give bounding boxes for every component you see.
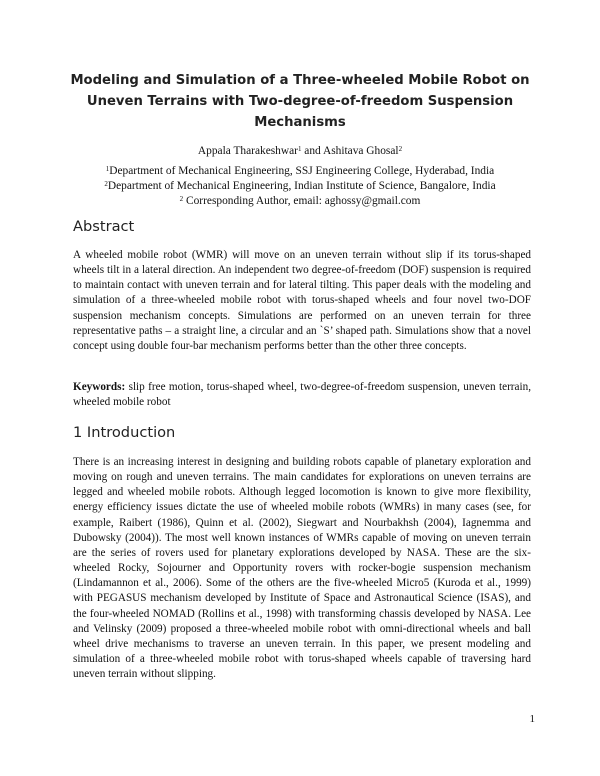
paper-title: Modeling and Simulation of a Three-wheeled Mobile Robot on Uneven Terrains with Two-degree-of-freedom Suspension Mechanisms — [70, 73, 530, 130]
abstract-text: A wheeled mobile robot (WMR) will move on an uneven terrain without slip if its torus-shaped wheels tilt in a lateral direction. An independent two degree-of-freedom (DOF) suspension is required to maintain contact with uneven terrain and for lateral tilting. This paper deals with the modeling and simulation of a three-wheeled mobile robot with torus-shaped wheels and four novel two-DOF suspension mechanism concepts. Simulations are performed on an uneven terrain for three representative paths – a straight line, a circular and an `S’ shaped path. Simulations show that a novel concept using double four-bar mechanism performs better than the other three concepts. — [73, 249, 531, 352]
affiliation-text: Department of Mechanical Engineering, SSJ Engineering College, Hyderabad, India — [109, 165, 495, 177]
affiliation-mark: 1 — [297, 145, 302, 153]
abstract-heading: Abstract — [73, 218, 135, 235]
introduction-text: There is an increasing interest in designing and building robots capable of planetary exploration and moving on rough and uneven terrains. The main candidates for explorations on uneven terrains are legged and wheeled mobile robots. Although legged locomotion is known to give more flexibility, energy efficiency issues dictate the use of wheeled mobile robots (WMRs) in many cases (see, for example, Raibert (1986), Quinn et al. (2002), Siegwart and Nourbakhsh (2004), Iagnemma and Dubowsky (2004)). The most well known instances of WMRs capable of moving on uneven terrain are the series of rovers used for planetary explorations developed by NASA. These are the six-wheeled Rocky, Sojourner and Opportunity rovers with rocker-bogie suspension mechanism (Lindamannon et al., 2006). Some of the others are the five-wheeled Micro5 (Kuroda et al., 1999) with PEGASUS mechanism developed by Institute of Space and Astronautical Science (ISAS), and the four-wheeled NOMAD (Rollins et al., 1998) with transforming chassis developed by NASA. Lee and Velinsky (2009) proposed a three-wheeled mobile robot with omni-directional wheels and ball wheel drive mechanisms to traverse an uneven terrain. In this paper, we present modeling and simulation of a three-wheeled mobile robot with torus-shaped wheels capable of traversing hard uneven terrain without slipping. — [73, 456, 531, 681]
affiliation-mark: 2 — [179, 195, 184, 203]
author-name: Ashitava Ghosal — [322, 145, 399, 157]
page-number: 1 — [529, 713, 535, 725]
affiliation-mark: 2 — [104, 180, 108, 188]
introduction-heading: 1 Introduction — [73, 424, 176, 441]
affiliation-line — [70, 179, 530, 194]
affiliation-mark: 1 — [105, 165, 110, 173]
author-joiner: and — [301, 145, 323, 157]
affiliation-text: Corresponding Author, email: aghossy@gmail.com — [183, 195, 421, 207]
affiliation-text: Department of Mechanical Engineering, Indian Institute of Science, Bangalore, India — [107, 180, 496, 192]
keywords-text: slip free motion, torus-shaped wheel, two-degree-of-freedom suspension, uneven terrain, wheeled mobile robot — [73, 381, 531, 409]
keywords — [73, 380, 531, 410]
keywords-label: Keywords: — [73, 381, 126, 393]
affiliation-mark: 2 — [398, 145, 403, 153]
author-line — [70, 144, 530, 159]
corresponding-author-line — [70, 194, 530, 209]
affiliation-line — [70, 164, 530, 179]
author-name: Appala Tharakeshwar — [197, 145, 298, 157]
